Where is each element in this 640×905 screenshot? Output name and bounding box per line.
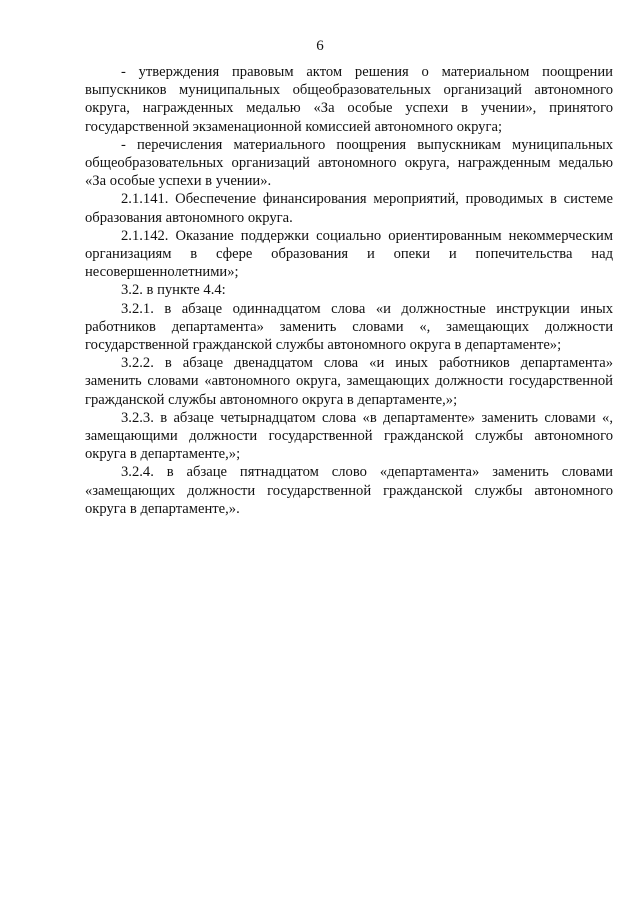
paragraph-3-2-3: 3.2.3. в абзаце четырнадцатом слова «в департаменте» заменить словами «, замещающими должности государственной гражданской службы автономного округа в департаменте,»; [85,409,613,463]
paragraph-2-1-142: 2.1.142. Оказание поддержки социально ориентированным некоммерческим организациям в сфере образования и опеки и попечительства над несовершеннолетними»; [85,227,613,281]
paragraph-reward-transfer: - перечисления материального поощрения выпускникам муниципальных общеобразовательных организаций автономного округа, награжденным медалью «За особые успехи в учении». [85,136,613,190]
paragraph-3-2-1: 3.2.1. в абзаце одиннадцатом слова «и должностные инструкции иных работников департамента» заменить словами «, замещающих должности государственной гражданской службы автономного округа в департаменте»; [85,300,613,354]
paragraph-2-1-141: 2.1.141. Обеспечение финансирования мероприятий, проводимых в системе образования автономного округа. [85,191,613,226]
document-body [85,63,613,518]
page-number: 6 [316,38,324,54]
paragraph-3-2-2: 3.2.2. в абзаце двенадцатом слова «и иных работников департамента» заменить словами «автономного округа, замещающих должности государственной гражданской службы автономного округа в департаменте,»; [85,355,613,408]
paragraph-3-2: 3.2. в пункте 4.4: [121,282,226,299]
paragraph-approval-decision: - утверждения правовым актом решения о материальном поощрении выпускников муниципальных общеобразовательных организаций автономного округа, награжденных медалью «За особые успехи в учении», принятого государственной экзаменационной комиссией автономного округа; [85,64,613,135]
paragraph-3-2-4: 3.2.4. в абзаце пятнадцатом слово «департамента» заменить словами «замещающих должности государственной гражданской службы автономного округа в департаменте,». [85,464,613,517]
